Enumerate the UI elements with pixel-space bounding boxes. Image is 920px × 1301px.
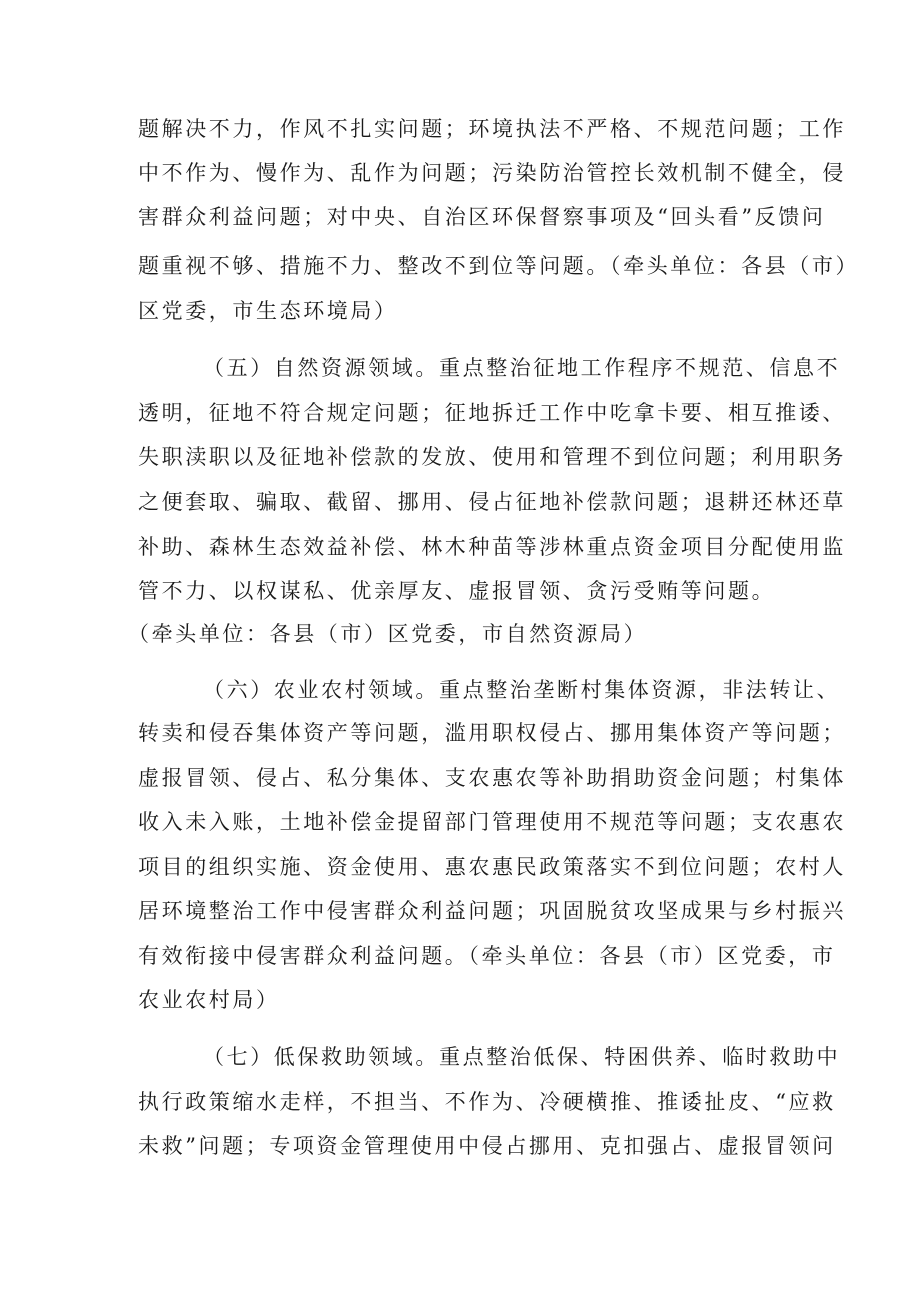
section-heading-line: （六）农业农村领域。重点整治垄断村集体资源，非法转让、 (203, 678, 841, 702)
text-line: 中不作为、慢作为、乱作为问题；污染防治管控长效机制不健全，侵 (138, 161, 846, 185)
text-line: 题重视不够、措施不力、整改不到位等问题。（牵头单位：各县（市） (138, 254, 860, 278)
text-line: 转卖和侵吞集体资产等问题，滥用职权侵占、挪用集体资产等问题； (138, 721, 846, 745)
text-line: 项目的组织实施、资金使用、惠农惠民政策落实不到位问题；农村人 (138, 855, 846, 879)
text-line: 执行政策缩水走样，不担当、不作为、冷硬横推、推诿扯皮、“应救 (138, 1090, 836, 1114)
text-line: 失职渎职以及征地补偿款的发放、使用和管理不到位问题；利用职务 (138, 445, 846, 469)
text-line: 之便套取、骗取、截留、挪用、侵占征地补偿款问题；退耕还林还草 (138, 490, 846, 514)
text-line: 管不力、以权谋私、优亲厚友、虚报冒领、贪污受贿等问题。 (138, 579, 776, 603)
text-line: 农业农村局） (138, 988, 280, 1012)
text-line: 透明，征地不符合规定问题；征地拆迁工作中吃拿卡要、相互推诿、 (138, 401, 846, 425)
text-line: （牵头单位：各县（市）区党委，市自然资源局） (128, 622, 648, 646)
text-line: 收入未入账，土地补偿金提留部门管理使用不规范等问题；支农惠农 (138, 810, 846, 834)
text-line: 题解决不力，作风不扎实问题；环境执法不严格、不规范问题；工作 (138, 117, 846, 141)
section-heading-line: （五）自然资源领域。重点整治征地工作程序不规范、信息不 (203, 356, 841, 380)
text-line: 虚报冒领、侵占、私分集体、支农惠农等补助捐助资金问题；村集体 (138, 766, 846, 790)
text-line: 未救”问题；专项资金管理使用中侵占挪用、克扣强占、虚报冒领问 (138, 1134, 836, 1158)
section-heading-line: （七）低保救助领域。重点整治低保、特困供养、临时救助中 (203, 1045, 841, 1069)
text-line: 居环境整治工作中侵害群众利益问题；巩固脱贫攻坚成果与乡村振兴 (138, 899, 846, 923)
text-line: 区党委，市生态环境局） (138, 299, 398, 323)
text-line: 有效衔接中侵害群众利益问题。（牵头单位：各县（市）区党委，市 (138, 944, 836, 968)
text-line: 补助、森林生态效益补偿、林木种苗等涉林重点资金项目分配使用监 (138, 535, 846, 559)
text-line: 害群众利益问题；对中央、自治区环保督察事项及“回头看”反馈问 (138, 205, 826, 229)
